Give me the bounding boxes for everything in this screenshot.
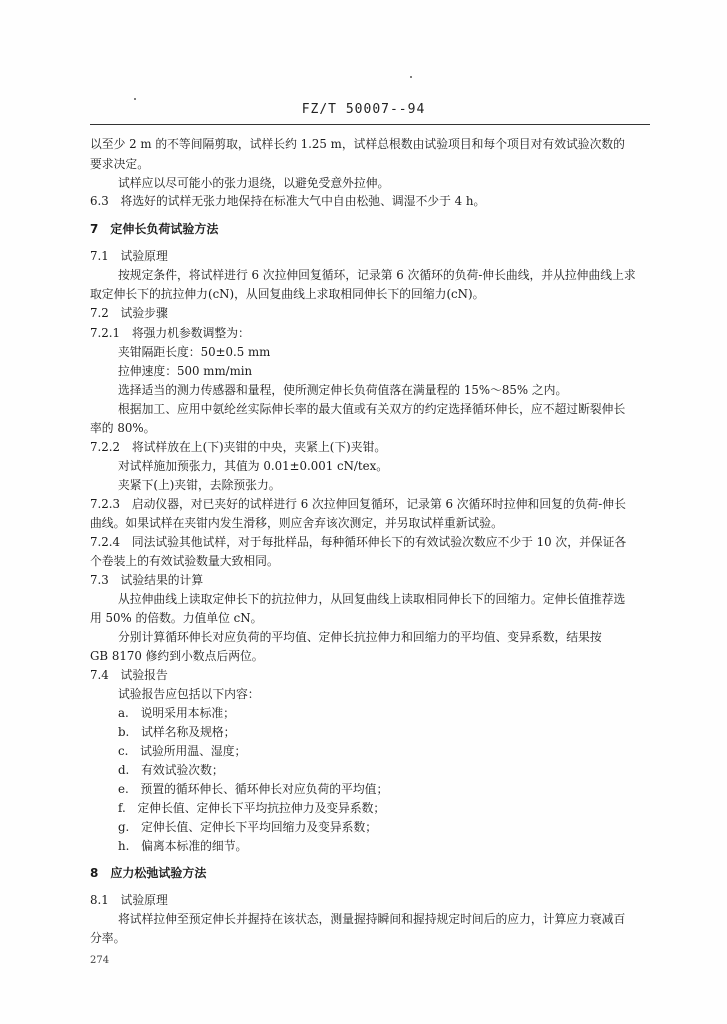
body-line: 试样应以尽可能小的张力退绕，以避免受意外拉伸。 [118,176,390,190]
section-8-heading: 8 应力松弛试验方法 [90,866,207,880]
clause-7-4-heading: 7.4 试验报告 [90,668,168,682]
list-item-a: a. 说明采用本标准； [118,706,235,720]
clause-6-3: 6.3 将选好的试样无张力地保持在标准大气中自由松弛、调湿不少于 4 h。 [90,194,486,208]
list-item-g: g. 定伸长值、定伸长下平均回缩力及变异系数； [118,820,378,834]
body-line: 从拉伸曲线上读取定伸长下的抗拉伸力，从回复曲线上读取相同伸长下的回缩力。定伸长值推荐选 [118,592,626,606]
list-item-d: d. 有效试验次数； [118,763,224,777]
clause-7-3-heading: 7.3 试验结果的计算 [90,573,204,587]
body-line: 选择适当的测力传感器和量程，使所测定伸长负荷值落在满量程的 15%～85% 之内。 [118,383,568,397]
body-line: 分率。 [90,931,126,945]
body-line: 要求决定。 [90,157,149,171]
body-line: GB 8170 修约到小数点后两位。 [90,649,264,663]
body-line: 拉伸速度：500 mm/min [118,364,253,378]
body-line: 对试样施加预张力，其值为 0.01±0.001 cN/tex。 [118,459,389,473]
scan-speck [134,98,136,100]
body-line: 夹紧下(上)夹钳，去除预张力。 [118,478,281,492]
clause-7-2-4: 7.2.4 同法试验其他试样，对于每批样品，每种循环伸长下的有效试验次数应不少于 10 次，并保证各 [90,535,627,549]
body-line: 将试样拉伸至预定伸长并握持在该状态，测量握持瞬间和握持规定时间后的应力，计算应力衰减百 [118,912,626,926]
clause-8-1-heading: 8.1 试验原理 [90,893,168,907]
scan-speck [410,76,412,78]
clause-7-2-heading: 7.2 试验步骤 [90,306,168,320]
clause-7-1-heading: 7.1 试验原理 [90,249,168,263]
list-item-h: h. 偏离本标准的细节。 [118,839,248,853]
header-rule [90,124,650,125]
body-line: 以至少 2 m 的不等间隔剪取，试样长约 1.25 m，试样总根数由试验项目和每个项目对有效试验次数的 [90,137,625,151]
list-item-e: e. 预置的循环伸长、循环伸长对应负荷的平均值； [118,782,389,796]
body-line: 按规定条件，将试样进行 6 次拉伸回复循环，记录第 6 次循环的负荷-伸长曲线，并从拉伸曲线上求 [118,268,636,282]
section-7-heading: 7 定伸长负荷试验方法 [90,222,219,236]
list-item-c: c. 试验所用温、湿度； [118,744,247,758]
list-item-f: f. 定伸长值、定伸长下平均抗拉伸力及变异系数； [118,801,386,815]
standard-number-header: FZ/T 50007--94 [301,102,426,117]
body-line: 分别计算循环伸长对应负荷的平均值、定伸长抗拉伸力和回缩力的平均值、变异系数，结果按 [118,630,602,644]
body-line: 率的 80%。 [90,421,156,435]
body-line: 曲线。如果试样在夹钳内发生滑移，则应舍弃该次测定，并另取试样重新试验。 [90,516,503,530]
body-line: 根据加工、应用中氨纶丝实际伸长率的最大值或有关双方的约定选择循环伸长，应不超过断裂伸长 [118,402,626,416]
clause-7-2-2: 7.2.2 将试样放在上(下)夹钳的中央，夹紧上(下)夹钳。 [90,440,387,454]
clause-7-2-1: 7.2.1 将强力机参数调整为： [90,326,250,340]
clause-7-2-3: 7.2.3 启动仪器，对已夹好的试样进行 6 次拉伸回复循环，记录第 6 次循环时拉伸和回复的负荷-伸长 [90,497,626,511]
body-line: 个卷装上的有效试验数量大致相同。 [90,554,279,568]
body-line: 用 50% 的倍数。力值单位 cN。 [90,611,263,625]
body-line: 试验报告应包括以下内容： [118,687,260,701]
list-item-b: b. 试样名称及规格； [118,725,236,739]
body-line: 夹钳隔距长度：50±0.5 mm [118,345,271,359]
page-number: 274 [90,955,110,966]
body-line: 取定伸长下的抗拉伸力(cN)，从回复曲线上求取相同伸长下的回缩力(cN)。 [90,287,485,301]
